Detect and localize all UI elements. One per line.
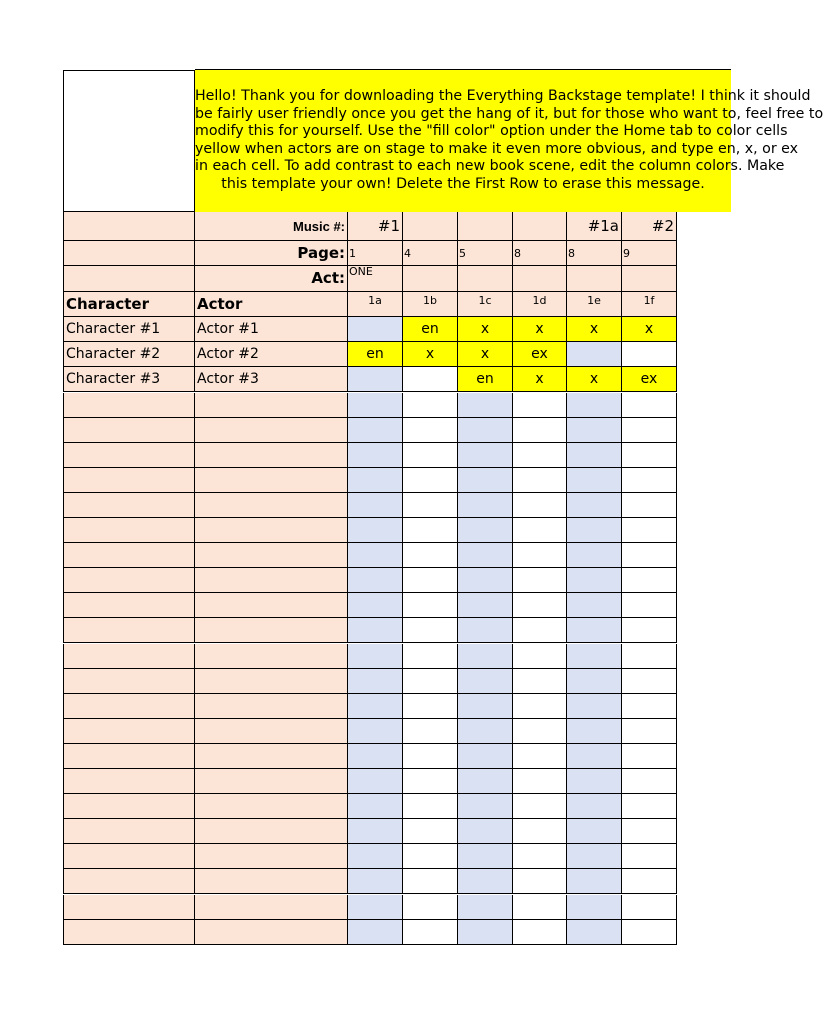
stage-cell[interactable]: x [622,317,677,342]
header-music-cell[interactable]: #2 [622,212,677,241]
empty-stage-cell[interactable] [403,769,458,794]
empty-stage-cell[interactable] [622,618,677,643]
empty-character-cell[interactable] [63,669,195,694]
empty-character-cell[interactable] [63,769,195,794]
empty-stage-cell[interactable] [567,543,622,568]
character-cell[interactable]: Character #1 [63,317,195,342]
stage-cell[interactable]: ex [513,342,567,367]
intro-line: modify this for yourself. Use the "fill color" option under the Home tab to color cells [195,123,788,140]
empty-stage-cell[interactable] [513,518,567,543]
empty-stage-cell[interactable] [458,844,513,869]
empty-stage-cell[interactable] [567,518,622,543]
empty-stage-cell[interactable] [513,393,567,418]
empty-stage-cell[interactable] [622,794,677,819]
empty-actor-cell[interactable] [195,593,348,618]
header-blank-cell[interactable] [63,266,195,292]
empty-actor-cell[interactable] [195,794,348,819]
intro-message[interactable] [195,70,823,212]
empty-stage-cell[interactable] [567,744,622,769]
empty-stage-cell[interactable] [513,468,567,493]
empty-stage-cell[interactable] [348,443,403,468]
empty-stage-cell[interactable] [622,468,677,493]
actor-cell[interactable]: Actor #3 [195,367,348,392]
empty-stage-cell[interactable] [622,568,677,593]
empty-stage-cell[interactable] [622,443,677,468]
empty-stage-cell[interactable] [513,418,567,443]
header-label-page[interactable]: Page: [195,241,348,266]
empty-stage-cell[interactable] [513,769,567,794]
empty-stage-cell[interactable] [622,895,677,920]
empty-stage-cell[interactable] [403,393,458,418]
empty-stage-cell[interactable] [403,443,458,468]
empty-stage-cell[interactable] [567,794,622,819]
empty-stage-cell[interactable] [348,468,403,493]
header-music-cell[interactable] [513,212,567,241]
empty-stage-cell[interactable] [567,719,622,744]
empty-stage-cell[interactable] [403,819,458,844]
empty-stage-cell[interactable] [458,920,513,945]
scene-header-cell[interactable]: 1f [622,292,677,317]
empty-stage-cell[interactable] [567,568,622,593]
empty-character-cell[interactable] [63,418,195,443]
empty-stage-cell[interactable] [458,869,513,894]
empty-stage-cell[interactable] [622,869,677,894]
stage-cell[interactable]: en [348,342,403,367]
empty-stage-cell[interactable] [622,769,677,794]
empty-stage-cell[interactable] [622,920,677,945]
empty-stage-cell[interactable] [403,493,458,518]
empty-stage-cell[interactable] [348,418,403,443]
empty-character-cell[interactable] [63,618,195,643]
empty-stage-cell[interactable] [513,744,567,769]
header-blank-cell[interactable] [63,241,195,266]
empty-stage-cell[interactable] [513,819,567,844]
header-page-cell[interactable]: 5 [458,241,513,266]
header-act-cell[interactable] [567,266,622,292]
empty-actor-cell[interactable] [195,393,348,418]
empty-stage-cell[interactable] [458,644,513,669]
stage-cell[interactable]: x [513,317,567,342]
empty-stage-cell[interactable] [458,468,513,493]
empty-stage-cell[interactable] [622,393,677,418]
stage-cell[interactable] [348,317,403,342]
stage-cell[interactable]: x [403,342,458,367]
empty-stage-cell[interactable] [513,493,567,518]
empty-stage-cell[interactable] [513,794,567,819]
empty-stage-cell[interactable] [348,669,403,694]
empty-character-cell[interactable] [63,920,195,945]
empty-stage-cell[interactable] [567,443,622,468]
empty-actor-cell[interactable] [195,694,348,719]
empty-stage-cell[interactable] [567,769,622,794]
empty-stage-cell[interactable] [622,744,677,769]
stage-cell[interactable] [622,342,677,367]
empty-character-cell[interactable] [63,493,195,518]
empty-stage-cell[interactable] [403,744,458,769]
empty-stage-cell[interactable] [348,794,403,819]
empty-actor-cell[interactable] [195,844,348,869]
empty-stage-cell[interactable] [348,618,403,643]
scene-header-cell[interactable]: 1b [403,292,458,317]
empty-stage-cell[interactable] [622,719,677,744]
empty-stage-cell[interactable] [567,895,622,920]
empty-stage-cell[interactable] [403,669,458,694]
header-actor[interactable]: Actor [195,292,348,317]
header-act-cell[interactable] [622,266,677,292]
header-act-cell[interactable] [458,266,513,292]
header-act-cell[interactable] [513,266,567,292]
header-music-cell[interactable]: #1a [567,212,622,241]
empty-stage-cell[interactable] [403,869,458,894]
empty-stage-cell[interactable] [458,744,513,769]
empty-actor-cell[interactable] [195,618,348,643]
empty-stage-cell[interactable] [458,669,513,694]
empty-stage-cell[interactable] [567,644,622,669]
empty-actor-cell[interactable] [195,744,348,769]
empty-stage-cell[interactable] [458,769,513,794]
empty-character-cell[interactable] [63,518,195,543]
empty-stage-cell[interactable] [458,618,513,643]
intro-line: in each cell. To add contrast to each new book scene, edit the column colors. Make [195,158,785,175]
empty-stage-cell[interactable] [348,920,403,945]
empty-stage-cell[interactable] [622,543,677,568]
empty-stage-cell[interactable] [348,543,403,568]
stage-cell[interactable] [567,342,622,367]
empty-character-cell[interactable] [63,844,195,869]
empty-stage-cell[interactable] [567,869,622,894]
header-label-act[interactable]: Act: [195,266,348,292]
empty-stage-cell[interactable] [458,819,513,844]
stage-cell[interactable] [403,367,458,392]
corner-cell[interactable] [63,70,195,212]
header-music-cell[interactable] [458,212,513,241]
character-cell[interactable]: Character #2 [63,342,195,367]
empty-stage-cell[interactable] [348,593,403,618]
empty-stage-cell[interactable] [403,694,458,719]
intro-line: this template your own! Delete the First Row to erase this message. [221,175,705,192]
empty-stage-cell[interactable] [622,418,677,443]
scene-header-cell[interactable]: 1a [348,292,403,317]
character-cell[interactable]: Character #3 [63,367,195,392]
empty-character-cell[interactable] [63,744,195,769]
empty-stage-cell[interactable] [513,618,567,643]
empty-stage-cell[interactable] [403,644,458,669]
empty-actor-cell[interactable] [195,669,348,694]
empty-stage-cell[interactable] [513,443,567,468]
stage-cell[interactable]: x [513,367,567,392]
header-page-cell[interactable]: 8 [567,241,622,266]
empty-stage-cell[interactable] [513,844,567,869]
empty-stage-cell[interactable] [348,694,403,719]
empty-stage-cell[interactable] [458,568,513,593]
empty-stage-cell[interactable] [348,493,403,518]
empty-stage-cell[interactable] [622,669,677,694]
header-page-cell[interactable]: 9 [622,241,677,266]
empty-stage-cell[interactable] [403,794,458,819]
empty-stage-cell[interactable] [622,518,677,543]
empty-stage-cell[interactable] [513,920,567,945]
empty-stage-cell[interactable] [458,418,513,443]
empty-stage-cell[interactable] [513,593,567,618]
scene-header-cell[interactable]: 1d [513,292,567,317]
empty-stage-cell[interactable] [622,844,677,869]
empty-stage-cell[interactable] [403,844,458,869]
empty-stage-cell[interactable] [458,443,513,468]
empty-stage-cell[interactable] [403,418,458,443]
intro-line: yellow when actors are on stage to make it even more obvious, and type en, x, or ex [195,140,799,157]
empty-stage-cell[interactable] [513,694,567,719]
header-page-cell[interactable]: 1 [348,241,403,266]
empty-stage-cell[interactable] [567,468,622,493]
empty-stage-cell[interactable] [348,869,403,894]
empty-stage-cell[interactable] [567,669,622,694]
header-music-cell[interactable]: #1 [348,212,403,241]
empty-stage-cell[interactable] [458,393,513,418]
empty-stage-cell[interactable] [458,694,513,719]
header-act-cell[interactable]: ONE [348,266,403,292]
empty-stage-cell[interactable] [348,769,403,794]
header-music-cell[interactable] [403,212,458,241]
empty-stage-cell[interactable] [403,593,458,618]
empty-stage-cell[interactable] [403,719,458,744]
empty-stage-cell[interactable] [567,418,622,443]
empty-character-cell[interactable] [63,794,195,819]
empty-stage-cell[interactable] [458,543,513,568]
empty-stage-cell[interactable] [458,895,513,920]
empty-actor-cell[interactable] [195,719,348,744]
empty-stage-cell[interactable] [567,920,622,945]
empty-stage-cell[interactable] [458,593,513,618]
empty-stage-cell[interactable] [348,895,403,920]
empty-stage-cell[interactable] [403,618,458,643]
empty-character-cell[interactable] [63,393,195,418]
empty-stage-cell[interactable] [348,819,403,844]
stage-cell[interactable] [348,367,403,392]
empty-stage-cell[interactable] [567,844,622,869]
intro-border [195,69,731,70]
empty-stage-cell[interactable] [348,518,403,543]
empty-actor-cell[interactable] [195,518,348,543]
empty-actor-cell[interactable] [195,869,348,894]
empty-stage-cell[interactable] [622,593,677,618]
empty-character-cell[interactable] [63,694,195,719]
empty-stage-cell[interactable] [567,618,622,643]
empty-actor-cell[interactable] [195,418,348,443]
scene-header-cell[interactable]: 1c [458,292,513,317]
empty-stage-cell[interactable] [403,518,458,543]
empty-actor-cell[interactable] [195,543,348,568]
stage-cell[interactable]: en [458,367,513,392]
stage-cell[interactable]: x [567,317,622,342]
stage-cell[interactable]: x [567,367,622,392]
empty-stage-cell[interactable] [403,895,458,920]
empty-stage-cell[interactable] [513,543,567,568]
stage-cell[interactable]: x [458,342,513,367]
empty-stage-cell[interactable] [348,393,403,418]
stage-cell[interactable]: x [458,317,513,342]
empty-stage-cell[interactable] [567,493,622,518]
empty-stage-cell[interactable] [403,920,458,945]
empty-character-cell[interactable] [63,468,195,493]
empty-stage-cell[interactable] [513,869,567,894]
empty-stage-cell[interactable] [348,719,403,744]
empty-actor-cell[interactable] [195,769,348,794]
empty-actor-cell[interactable] [195,920,348,945]
empty-stage-cell[interactable] [567,819,622,844]
empty-actor-cell[interactable] [195,819,348,844]
empty-stage-cell[interactable] [567,593,622,618]
empty-stage-cell[interactable] [567,694,622,719]
empty-stage-cell[interactable] [513,669,567,694]
empty-character-cell[interactable] [63,593,195,618]
empty-stage-cell[interactable] [458,719,513,744]
header-character[interactable]: Character [63,292,195,317]
empty-character-cell[interactable] [63,443,195,468]
empty-stage-cell[interactable] [458,518,513,543]
empty-stage-cell[interactable] [403,568,458,593]
empty-actor-cell[interactable] [195,568,348,593]
empty-character-cell[interactable] [63,869,195,894]
empty-character-cell[interactable] [63,568,195,593]
empty-stage-cell[interactable] [403,543,458,568]
empty-stage-cell[interactable] [348,568,403,593]
empty-actor-cell[interactable] [195,644,348,669]
stage-cell[interactable]: en [403,317,458,342]
empty-stage-cell[interactable] [567,393,622,418]
empty-actor-cell[interactable] [195,443,348,468]
empty-stage-cell[interactable] [458,493,513,518]
empty-stage-cell[interactable] [458,794,513,819]
intro-line: Hello! Thank you for downloading the Everything Backstage template! I think it should [195,88,811,104]
empty-character-cell[interactable] [63,819,195,844]
intro-line: be fairly user friendly once you get the hang of it, but for those who want to, feel free to [195,105,823,122]
empty-character-cell[interactable] [63,644,195,669]
empty-stage-cell[interactable] [403,468,458,493]
empty-stage-cell[interactable] [622,694,677,719]
empty-character-cell[interactable] [63,719,195,744]
empty-stage-cell[interactable] [513,644,567,669]
header-act-cell[interactable] [403,266,458,292]
empty-stage-cell[interactable] [513,895,567,920]
header-label-music[interactable]: Music #: [195,212,348,241]
empty-stage-cell[interactable] [622,819,677,844]
empty-stage-cell[interactable] [513,719,567,744]
scene-header-cell[interactable]: 1e [567,292,622,317]
empty-stage-cell[interactable] [348,844,403,869]
actor-cell[interactable]: Actor #2 [195,342,348,367]
empty-stage-cell[interactable] [513,568,567,593]
header-blank-cell[interactable] [63,212,195,241]
header-page-cell[interactable]: 8 [513,241,567,266]
empty-stage-cell[interactable] [348,644,403,669]
empty-character-cell[interactable] [63,895,195,920]
actor-cell[interactable]: Actor #1 [195,317,348,342]
header-page-cell[interactable]: 4 [403,241,458,266]
empty-actor-cell[interactable] [195,493,348,518]
empty-stage-cell[interactable] [622,644,677,669]
stage-cell[interactable]: ex [622,367,677,392]
empty-character-cell[interactable] [63,543,195,568]
empty-stage-cell[interactable] [348,744,403,769]
empty-stage-cell[interactable] [622,493,677,518]
empty-actor-cell[interactable] [195,895,348,920]
empty-actor-cell[interactable] [195,468,348,493]
